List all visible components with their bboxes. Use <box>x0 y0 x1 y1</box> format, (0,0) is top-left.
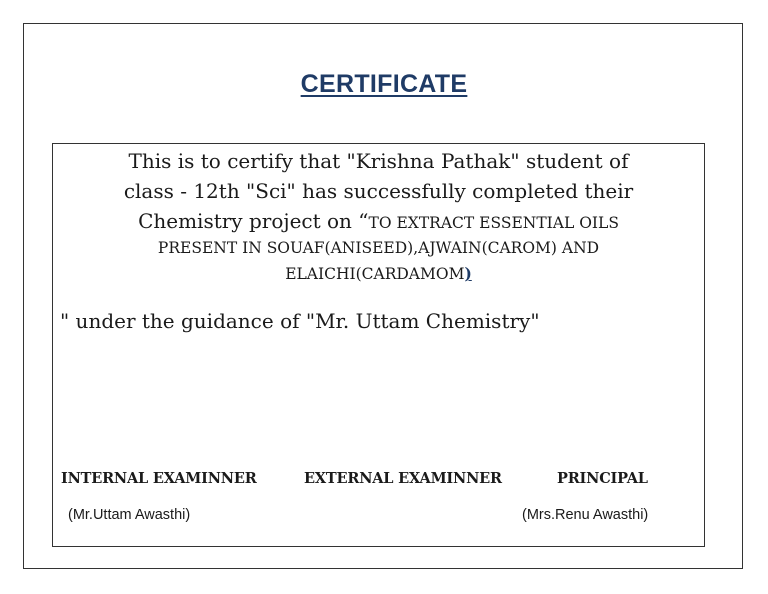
external-examiner-label: EXTERNAL EXAMINNER <box>304 470 502 487</box>
project-title <box>56 236 701 287</box>
project-title-line-2 <box>56 261 701 287</box>
internal-examiner-name: (Mr.Uttam Awasthi) <box>68 507 191 523</box>
certify-line-3-text: Chemistry project on “ <box>138 209 369 233</box>
certify-line-2: class - 12th "Sci" has successfully completed their <box>123 179 634 203</box>
certify-paragraph <box>56 146 701 238</box>
closing-paren: ) <box>464 264 472 283</box>
certificate-title: CERTIFICATE <box>300 70 468 98</box>
internal-examiner-label: INTERNAL EXAMINNER <box>61 470 257 487</box>
principal-name: (Mrs.Renu Awasthi) <box>522 507 649 523</box>
project-title-inline: TO EXTRACT ESSENTIAL OILS <box>368 214 619 232</box>
certify-line-1: This is to certify that "Krishna Pathak" student of <box>128 149 629 173</box>
principal-label: PRINCIPAL <box>557 470 648 487</box>
project-title-line-2-text: ELAICHI(CARDAMOM <box>285 265 465 283</box>
guidance-line: " under the guidance of "Mr. Uttam Chemistry" <box>60 309 540 333</box>
project-title-line-1: PRESENT IN SOUAF(ANISEED),AJWAIN(CAROM) AND <box>157 239 600 257</box>
certify-line-3 <box>56 206 701 238</box>
